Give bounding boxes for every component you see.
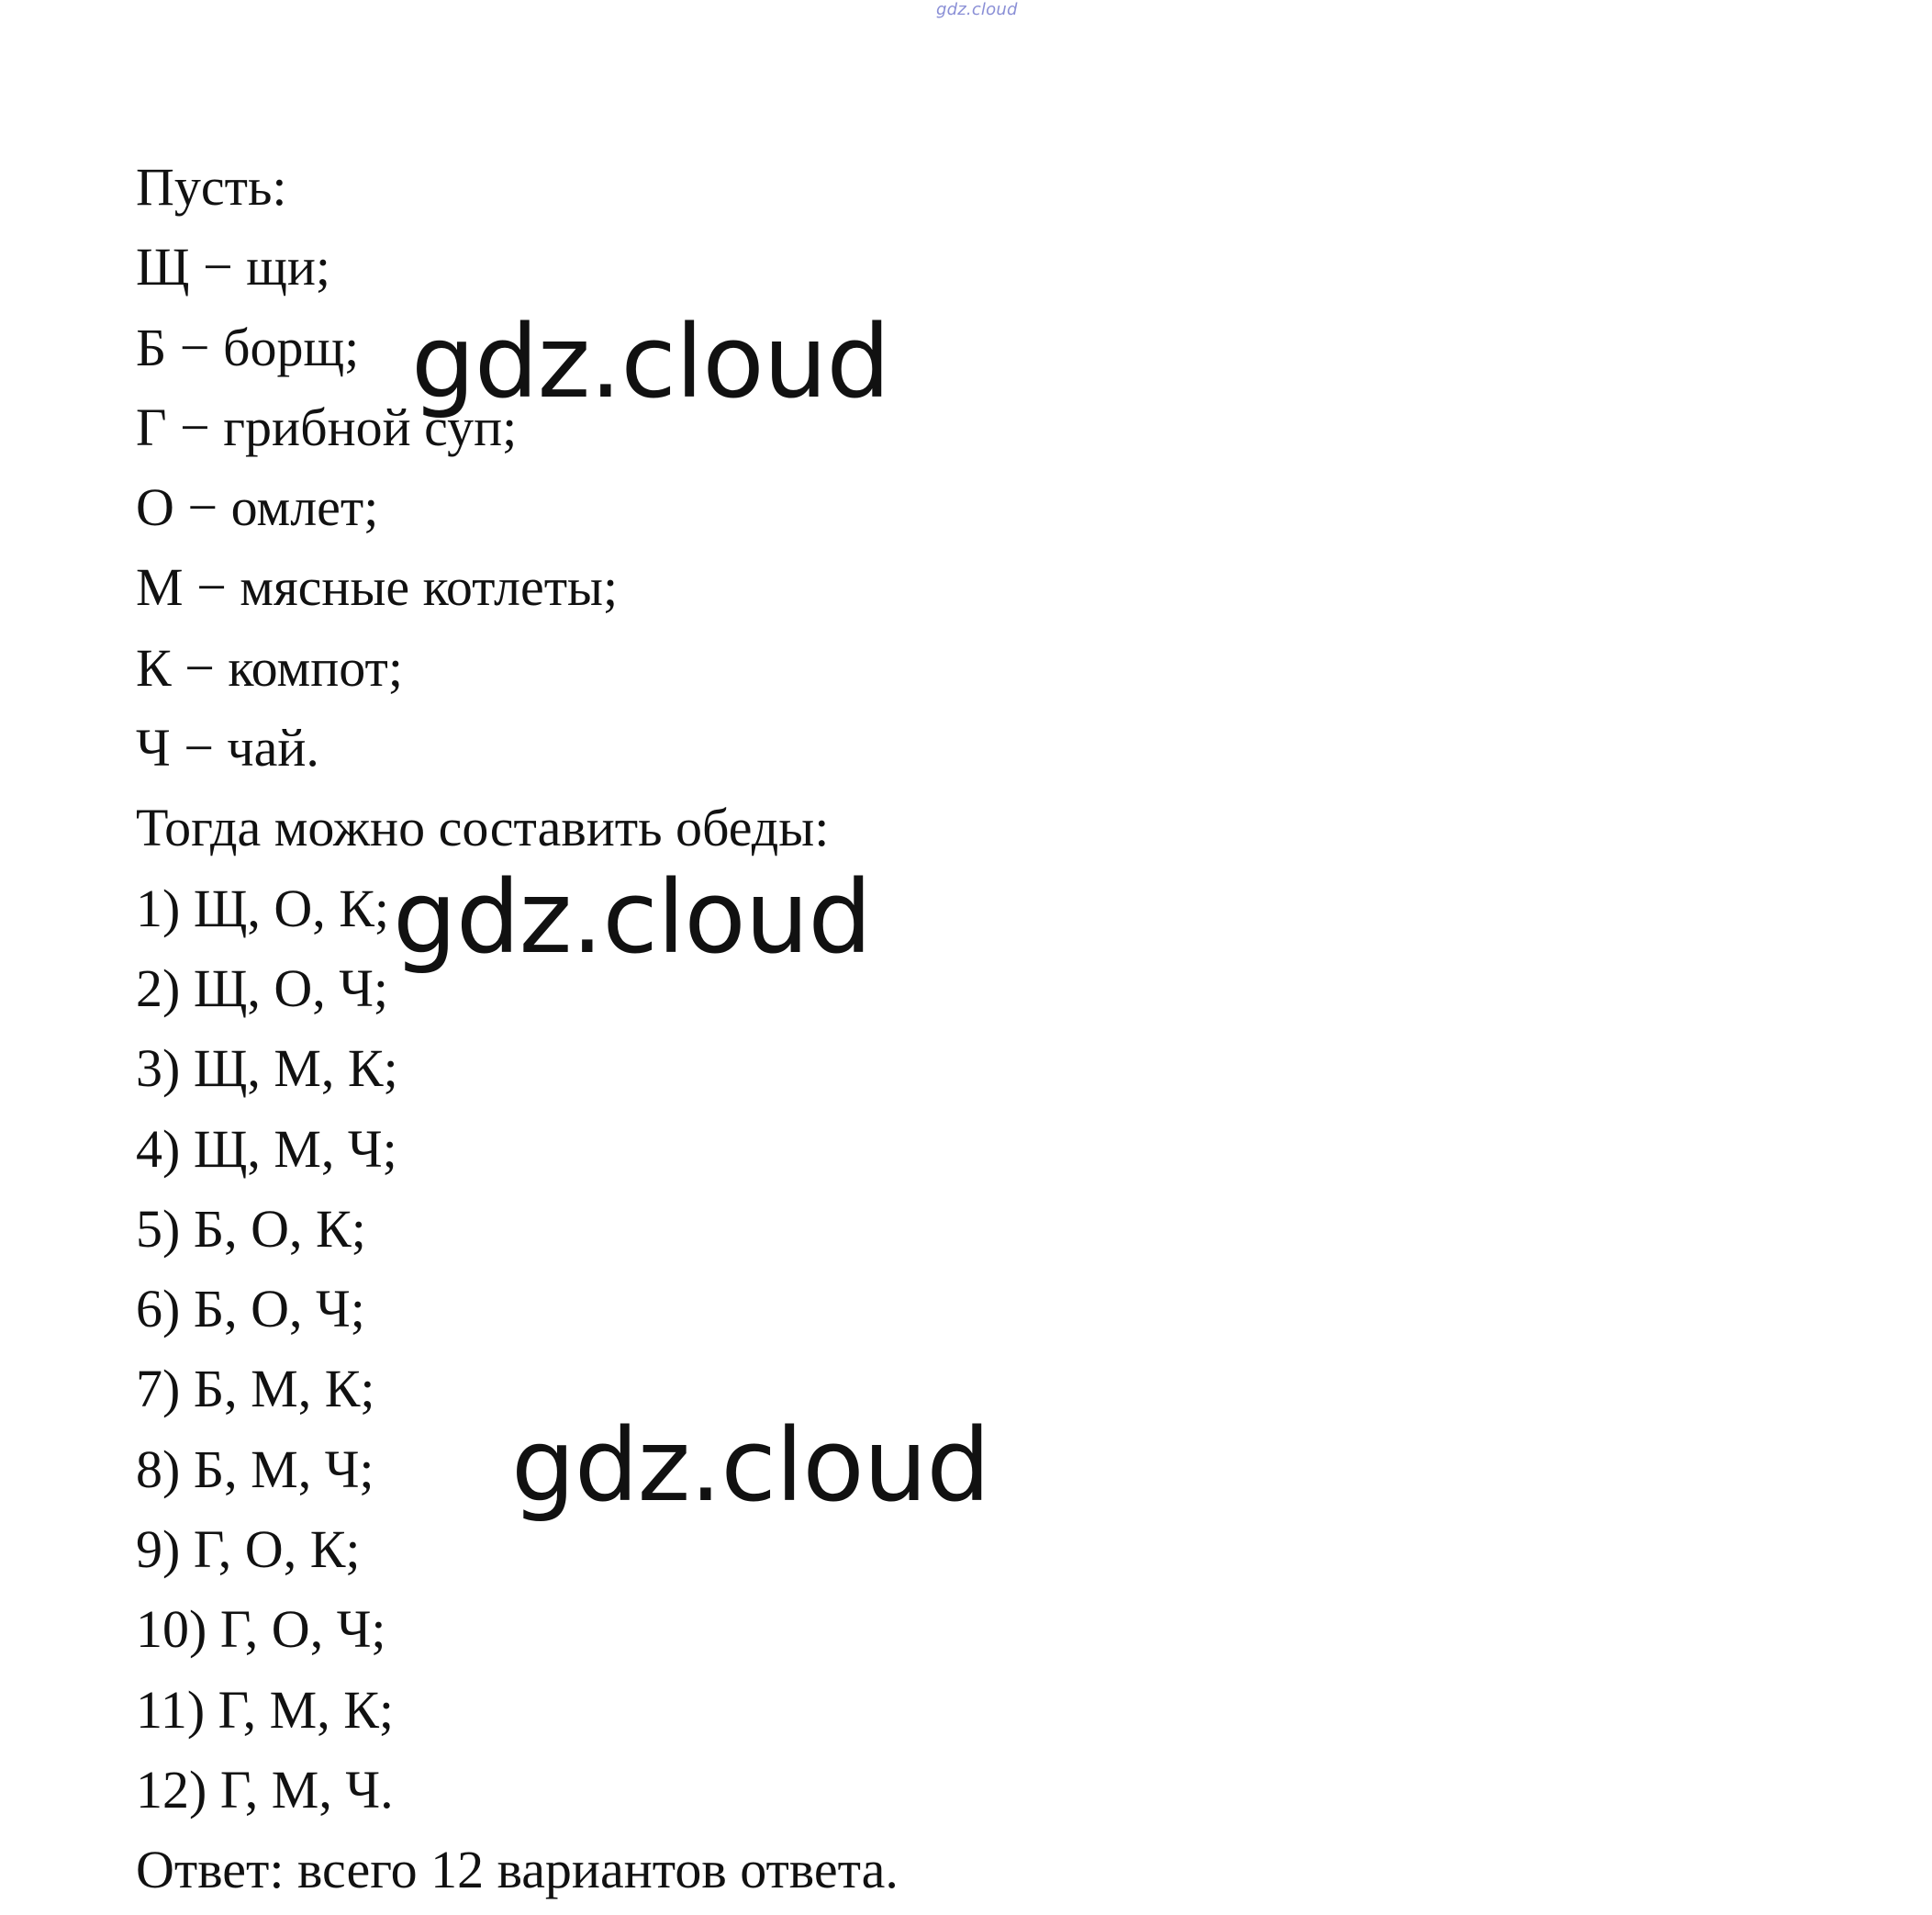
definition-item: М − мясные котлеты;: [136, 557, 619, 618]
option-item: 6) Б, О, Ч;: [136, 1279, 365, 1339]
option-item: 9) Г, О, К;: [136, 1519, 361, 1580]
option-item: 8) Б, М, Ч;: [136, 1439, 374, 1499]
option-item: 10) Г, О, Ч;: [136, 1599, 386, 1660]
definition-item: Б − борщ;: [136, 317, 360, 377]
option-item: 2) Щ, О, Ч;: [136, 958, 389, 1018]
definition-item: Щ − щи;: [136, 237, 331, 297]
option-item: 1) Щ, О, К;: [136, 878, 390, 938]
header-watermark: gdz.cloud: [936, 0, 1018, 19]
option-item: 3) Щ, М, К;: [136, 1038, 398, 1099]
lead-line: Тогда можно составить обеды:: [136, 798, 830, 858]
option-item: 12) Г, М, Ч.: [136, 1759, 394, 1820]
intro-line: Пусть:: [136, 157, 287, 217]
watermark-text: gdz.cloud: [393, 858, 872, 976]
option-item: 11) Г, М, К;: [136, 1679, 395, 1740]
definition-item: К − компот;: [136, 637, 403, 698]
watermark-text: gdz.cloud: [511, 1406, 990, 1524]
definition-item: Г − грибной суп;: [136, 397, 518, 457]
option-item: 4) Щ, М, Ч;: [136, 1118, 397, 1179]
definition-item: Ч − чай.: [136, 718, 319, 778]
answer-line: Ответ: всего 12 вариантов ответа.: [136, 1840, 899, 1900]
watermark-text: gdz.cloud: [411, 303, 890, 420]
document-body: [136, 147, 1788, 1910]
definition-item: О − омлет;: [136, 477, 379, 538]
option-item: 5) Б, О, К;: [136, 1198, 366, 1259]
option-item: 7) Б, М, К;: [136, 1359, 375, 1419]
